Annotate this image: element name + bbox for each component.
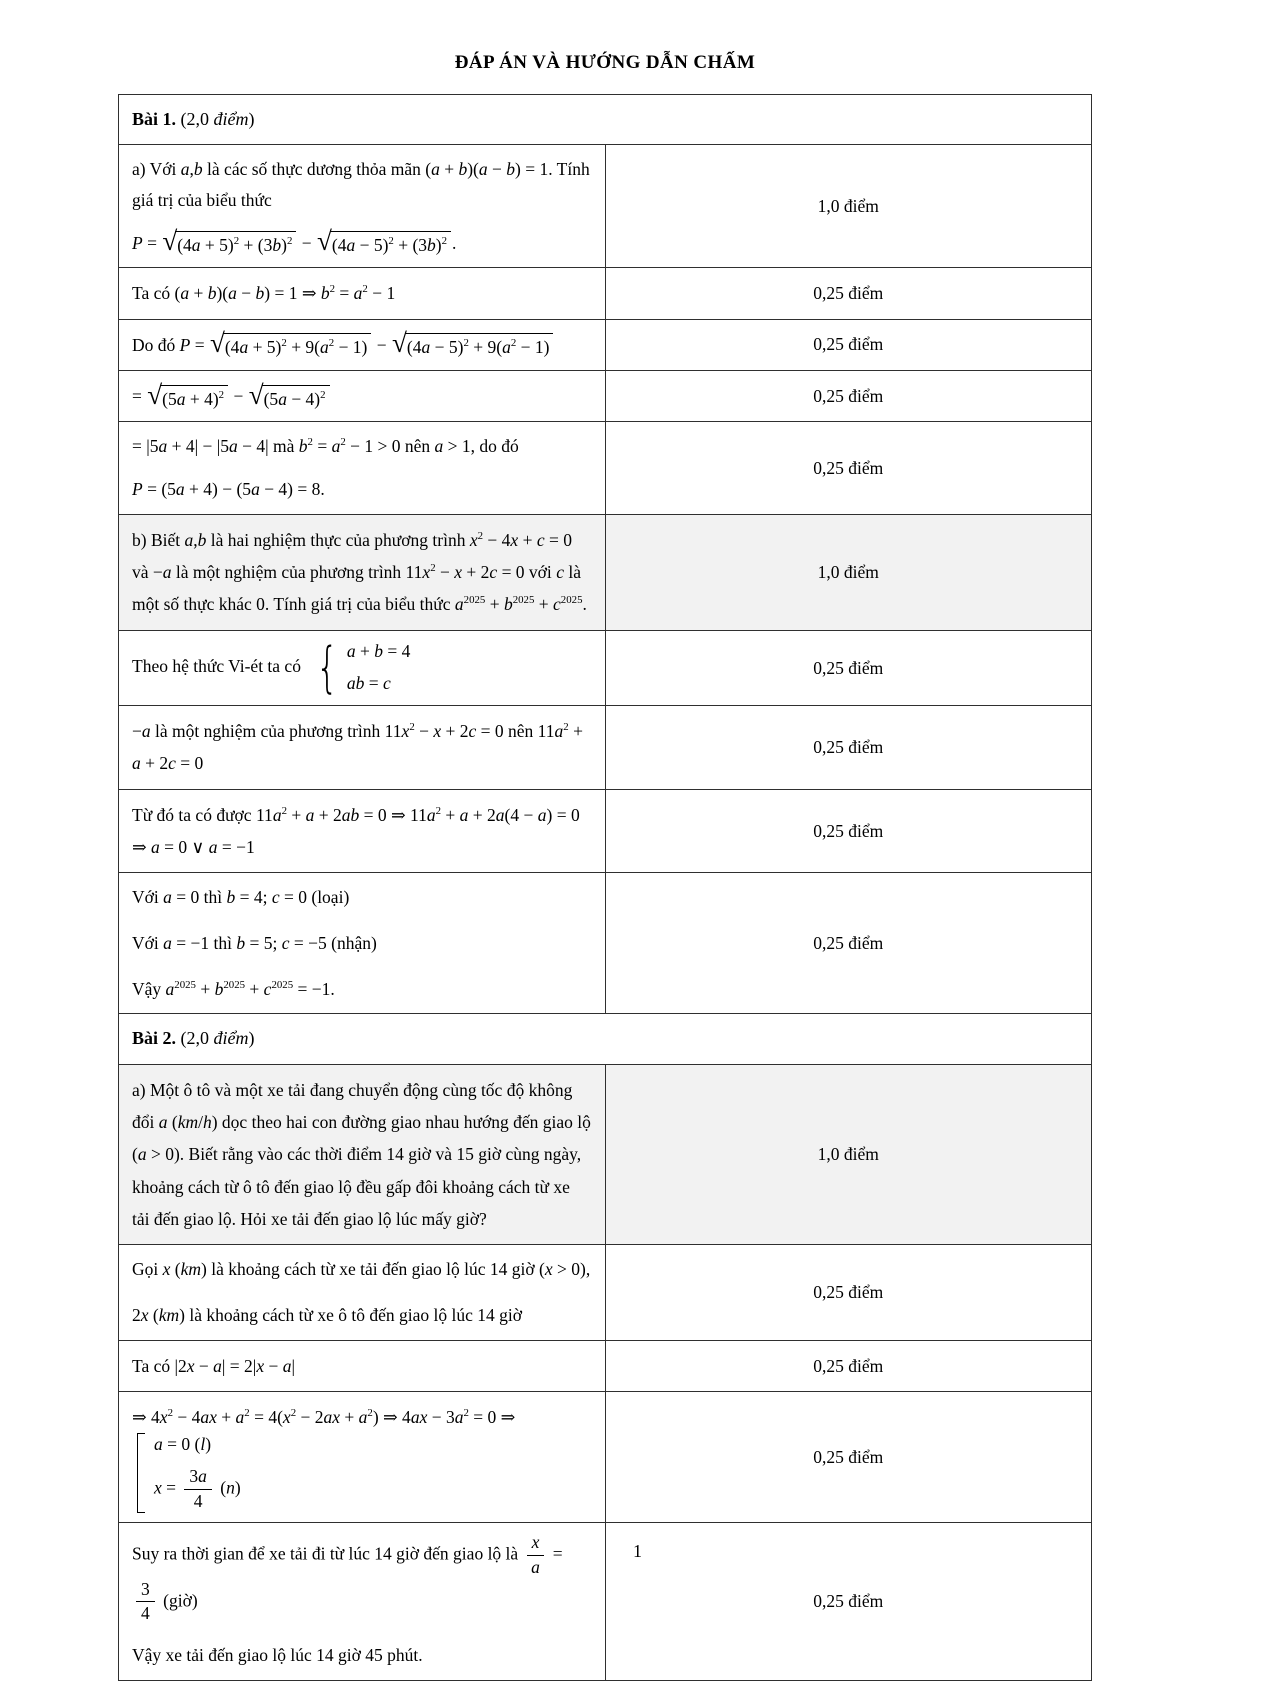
points-value: 0,25 điểm xyxy=(605,789,1092,873)
solution-content: Với a = 0 thì b = 4; c = 0 (loại) Với a = −1 thì b = 5; c = −5 (nhận) Vậy $a^{2025} + b^{2025} + c^{2025} = -1$. xyxy=(119,873,606,1014)
solution-content: −a là một nghiệm của phương trình $11x^2 - x + 2c = 0$ nên $11a^2 + a + 2c = 0$ xyxy=(119,705,606,789)
section-title: Bài 2. (2,0 điểm) xyxy=(119,1014,1092,1064)
points-value: 0,25 điểm xyxy=(605,1245,1092,1340)
solution-row xyxy=(119,1392,1092,1523)
points-value: 0,25 điểm xyxy=(605,630,1092,705)
solution-content: ⇒ $4x^2 - 4ax + a^2 = 4(x^2 - 2ax + a^2)$ ⇒ $4ax - 3a^2 = 0$ ⇒ a = 0 (l) x = $\frac{3a}{4}$ (n) xyxy=(119,1392,606,1523)
solution-content: Từ đó ta có được $11a^2 + a + 2ab = 0$ ⇒ $11a^2 + a + 2a(4 - a) = 0$ ⇒ a = 0 ∨ a = −1 xyxy=(119,789,606,873)
solution-content: b) Biết a,b là hai nghiệm thực của phương trình $x^2 - 4x + c = 0$ và −a là một nghiệm của phương trình $11x^2 - x + 2c = 0$ với c là một số thực khác 0. Tính giá trị của biểu thức $a^{2025} + b^{2025} + c^{2025}$. xyxy=(119,514,606,630)
points-value: 1,0 điểm xyxy=(605,1064,1092,1245)
points-value: 0,25 điểm xyxy=(605,370,1092,421)
solution-row xyxy=(119,319,1092,370)
points-value: 0,25 điểm xyxy=(605,268,1092,319)
solution-row xyxy=(119,514,1092,630)
points-value: 1,0 điểm xyxy=(605,514,1092,630)
solution-content: Suy ra thời gian để xe tải đi từ lúc 14 giờ đến giao lộ là $\frac{x}{a}$ = $\frac{3}{4}$ (giờ) Vậy xe tải đến giao lộ lúc 14 giờ 45 phút. xyxy=(119,1522,606,1680)
solution-content: a) Với a,b là các số thực dương thỏa mãn (a + b)(a − b) = 1. Tính giá trị của biểu thức P = √ $(4a + 5)^2 + (3b)^2$ − √ $(4a - 5)^2 + (3b)^2$ . xyxy=(119,145,606,268)
solution-content: Gọi x (km) là khoảng cách từ xe tải đến giao lộ lúc 14 giờ (x > 0), 2x (km) là khoảng cách từ xe ô tô đến giao lộ lúc 14 giờ xyxy=(119,1245,606,1340)
solution-row xyxy=(119,873,1092,1014)
page-number: 1 xyxy=(633,1541,642,1561)
solution-content: Ta có |2x − a| = 2|x − a| xyxy=(119,1340,606,1391)
solution-content: Do đó P = √ $(4a + 5)^2 + 9(a^2 - 1)$ − √ $(4a - 5)^2 + 9(a^2 - 1)$ xyxy=(119,319,606,370)
points-value: 0,25 điểm xyxy=(605,873,1092,1014)
points-value: 0,25 điểm xyxy=(605,1340,1092,1391)
solution-row xyxy=(119,145,1092,268)
section-title: Bài 1. (2,0 điểm) xyxy=(119,95,1092,145)
solution-content: = √ $(5a + 4)^2$ − √ $(5a - 4)^2$ xyxy=(119,370,606,421)
solution-content: Ta có (a + b)(a − b) = 1 ⇒ $b^2 = a^2 - 1$ xyxy=(119,268,606,319)
document-title: ĐÁP ÁN VÀ HƯỚNG DẪN CHẤM xyxy=(454,52,756,73)
solution-row xyxy=(119,789,1092,873)
solution-row xyxy=(119,422,1092,514)
solution-row xyxy=(119,705,1092,789)
points-value: 0,25 điểm xyxy=(605,705,1092,789)
points-value: 0,25 điểm xyxy=(605,1392,1092,1523)
points-value: 1,0 điểm xyxy=(605,145,1092,268)
solution-row xyxy=(119,370,1092,421)
solution-row xyxy=(119,268,1092,319)
solution-content: a) Một ô tô và một xe tải đang chuyển động cùng tốc độ không đổi a (km/h) dọc theo hai con đường giao nhau hướng đến giao lộ (a > 0). Biết rằng vào các thời điểm 14 giờ và 15 giờ cùng ngày, khoảng cách từ ô tô đến giao lộ đều gấp đôi khoảng cách từ xe tải đến giao lộ. Hỏi xe tải đến giao lộ lúc mấy giờ? xyxy=(119,1064,606,1245)
answer-table xyxy=(118,94,1092,1681)
solution-content: Theo hệ thức Vi-ét ta có { a + b = 4 ab = c xyxy=(119,630,606,705)
points-value: 0,25 điểm xyxy=(605,422,1092,514)
answer-table-body xyxy=(119,95,1092,1681)
solution-row xyxy=(119,1245,1092,1340)
solution-row xyxy=(119,630,1092,705)
solution-content: = |5a + 4| − |5a − 4| mà $b^2 = a^2 - 1 > 0$ nên a > 1, do đó P = (5a + 4) − (5a − 4) = 8. xyxy=(119,422,606,514)
solution-row xyxy=(119,1064,1092,1245)
section-row xyxy=(119,95,1092,145)
solution-row xyxy=(119,1340,1092,1391)
section-row xyxy=(119,1014,1092,1064)
points-value: 0,25 điểm xyxy=(605,1522,1092,1680)
points-value: 0,25 điểm xyxy=(605,319,1092,370)
